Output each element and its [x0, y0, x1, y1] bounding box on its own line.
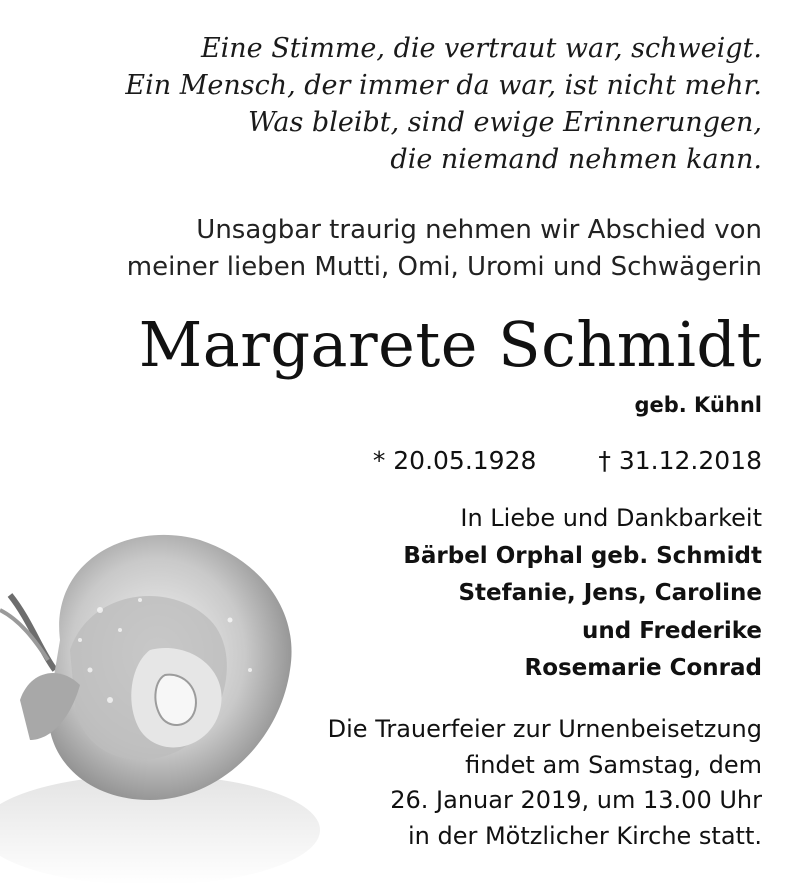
- mourner-name: Rosemarie Conrad: [524, 655, 762, 681]
- birth-date: * 20.05.1928: [372, 446, 537, 475]
- service-line: findet am Samstag, dem: [465, 750, 762, 779]
- mourner-name: und Frederike: [582, 617, 762, 644]
- service-info: [328, 712, 762, 854]
- mourners-heading: In Liebe und Dankbarkeit: [460, 504, 762, 532]
- mourners: [403, 500, 762, 688]
- mourner-name: Stefanie, Jens, Caroline: [458, 580, 762, 606]
- rose-image: [0, 500, 330, 889]
- mourner-name: Bärbel Orphal geb. Schmidt: [403, 542, 762, 569]
- poem-line: Was bleibt, sind ewige Erinnerungen,: [247, 107, 762, 138]
- service-line: 26. Januar 2019, um 13.00 Uhr: [390, 786, 762, 814]
- poem: [125, 30, 762, 178]
- birth-name: geb. Kühnl: [634, 393, 762, 417]
- death-date: † 31.12.2018: [598, 446, 762, 475]
- intro-text: [127, 212, 762, 286]
- service-line: in der Mötzlicher Kirche statt.: [407, 821, 762, 850]
- poem-line: Eine Stimme, die vertraut war, schweigt.: [200, 33, 762, 64]
- intro-line: Unsagbar traurig nehmen wir Abschied von: [196, 215, 762, 245]
- deceased-name: Margarete Schmidt: [138, 308, 762, 381]
- poem-line: die niemand nehmen kann.: [390, 144, 762, 175]
- service-line: Die Trauerfeier zur Urnenbeisetzung: [327, 715, 762, 743]
- poem-line: Ein Mensch, der immer da war, ist nicht mehr.: [125, 70, 762, 101]
- intro-line: meiner lieben Mutti, Omi, Uromi und Schwägerin: [126, 252, 762, 282]
- life-dates: [373, 444, 762, 478]
